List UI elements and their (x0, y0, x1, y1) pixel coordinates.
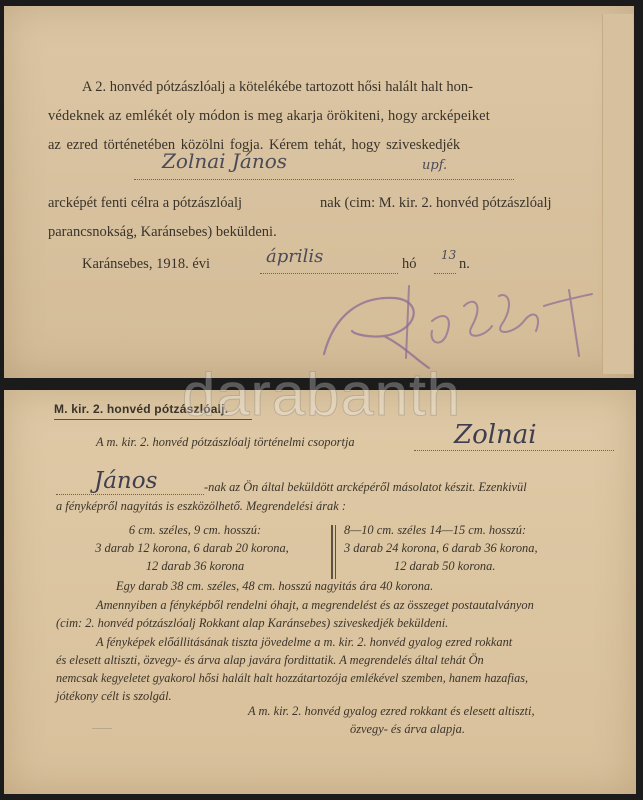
proceeds-line-1: A fényképek előállitásának tiszta jövedelme a m. kir. 2. honvéd gyalog ezred rokkant (96, 635, 513, 649)
notice-line-4a: arcképét fenti célra a pótzászlóalj (48, 195, 243, 211)
month-dotted-line (260, 272, 398, 274)
nak-line: -nak az Ön által beküldött arcképéről másolatot készit. Ezenkivül (204, 480, 527, 494)
date-n: n. (459, 256, 470, 272)
left-size-row-2: 12 darab 36 korona (145, 559, 245, 573)
left-size-head: 6 cm. széles, 9 cm. hosszú: (128, 523, 262, 537)
right-size-row-1: 3 darab 24 korona, 6 darab 36 korona, (344, 541, 538, 555)
enlarge-line: a fényképről nagyitás is eszközölhető. Megrendelési árak : (56, 499, 346, 513)
firstname-dotted-line (56, 493, 204, 495)
proceeds-line-3: nemcsak kegyeletet gyakorol hősi halált halt hozzátartozója emlékével szemben, hanem hazafias, (56, 671, 529, 685)
single-enlargement-line: Egy darab 38 cm. széles, 48 cm. hosszú nagyitás ára 40 korona. (116, 579, 434, 593)
order-line-1: Amennyiben a fényképből rendelni óhajt, a megrendelést és az összeget postautalványon (96, 598, 534, 612)
day-dotted-line (434, 272, 456, 274)
group-line: A m. kir. 2. honvéd pótzászlóalj történelmi csoportja (96, 435, 355, 449)
handwritten-month: április (266, 246, 324, 267)
reply-card-header: M. kir. 2. honvéd pótzászlóalj. (54, 402, 229, 416)
right-size-row-2: 12 darab 50 korona. (394, 559, 496, 573)
commander-signature (314, 276, 604, 376)
name-dotted-line (134, 178, 514, 180)
column-divider-thin (335, 525, 336, 579)
closing-line-2: özvegy- és árva alapja. (350, 722, 465, 736)
reply-card (4, 390, 636, 794)
notice-line-2: védeknek az emlékét oly módon is meg akarja örökiteni, hogy arcképeiket (48, 108, 490, 124)
handwritten-day: 13 (441, 248, 457, 262)
notice-line-4b: nak (cim: M. kir. 2. honvéd pótzászlóalj (320, 195, 552, 211)
notice-line-1: A 2. honvéd pótzászlóalj a kötelékébe tartozott hősi halált halt hon- (82, 79, 473, 95)
faint-mark (92, 728, 112, 737)
proceeds-line-2: és elesett altiszti, özvegy- és árva alap javára fordittatik. A megrendelés által tehát Ön (56, 653, 484, 667)
date-ho: hó (402, 256, 417, 272)
watermark: darabanth (181, 361, 462, 428)
notice-line-3: az ezred történetében közölni fogja. Kérem tehát, hogy sziveskedjék (48, 137, 461, 153)
notice-card (4, 6, 634, 378)
order-line-2: (cim: 2. honvéd pótzászlóalj Rokkant alap Karánsebes) sziveskedjék beküldeni. (56, 616, 449, 630)
handwritten-surname: Zolnai (454, 420, 537, 450)
handwritten-name: Zolnai János (162, 149, 288, 173)
proceeds-line-4: jótékony célt is szolgál. (56, 689, 172, 703)
right-size-head: 8—10 cm. széles 14—15 cm. hosszú: (344, 523, 527, 537)
handwritten-rank: upf. (422, 158, 448, 173)
column-divider-thick (331, 525, 333, 579)
card-stub-edge (602, 14, 633, 374)
header-underline (54, 419, 252, 420)
left-size-row-1: 3 darab 12 korona, 6 darab 20 korona, (95, 541, 289, 555)
handwritten-firstname: János (94, 468, 158, 494)
closing-line-1: A m. kir. 2. honvéd gyalog ezred rokkant és elesett altiszti, (248, 704, 535, 718)
date-prefix: Karánsebes, 1918. évi (82, 256, 211, 272)
notice-line-5: parancsnokság, Karánsebes) beküldeni. (48, 224, 277, 240)
